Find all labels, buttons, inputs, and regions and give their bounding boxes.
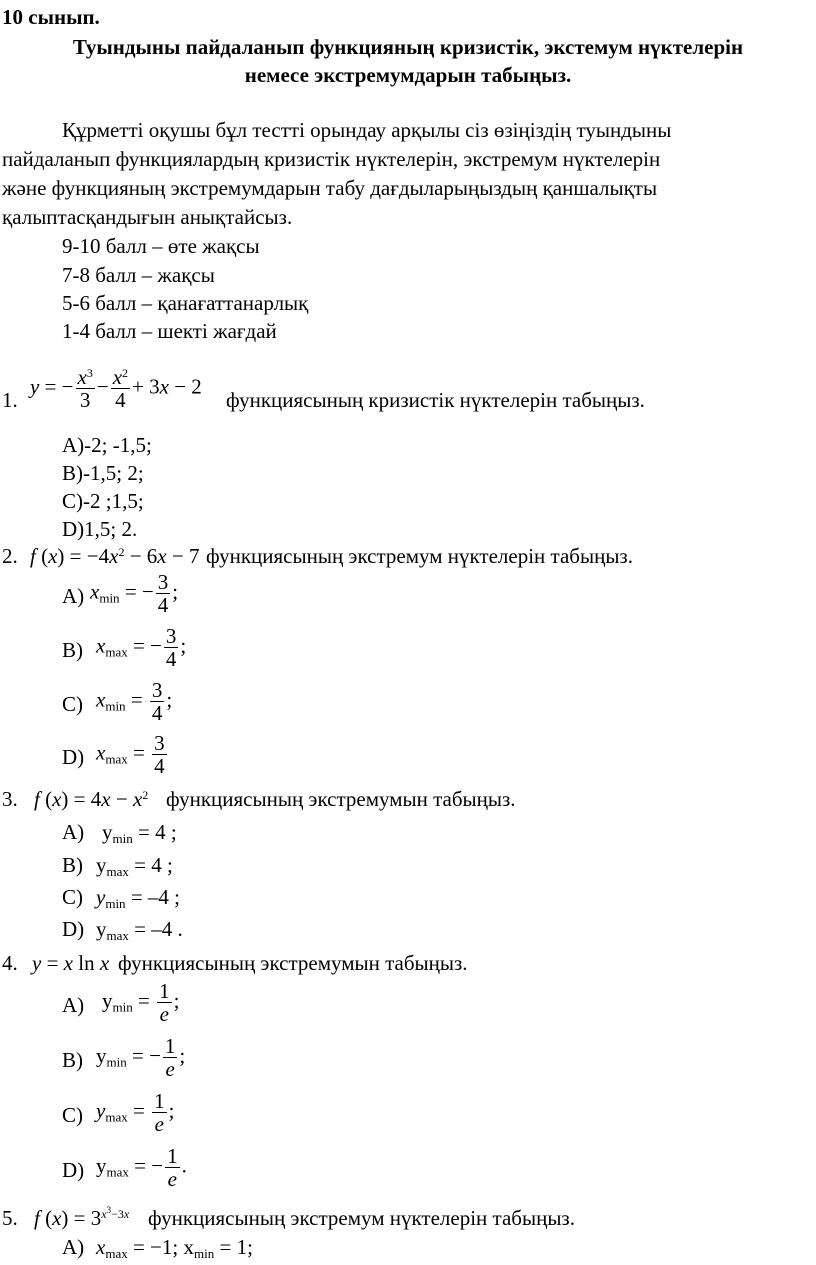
q3-option-c-formula: $y_{min} = -4$ ;	[96, 885, 180, 911]
q2-option-d-formula: $x_{max}$ = $\frac{3}{4}$	[96, 731, 165, 779]
q1-text: функциясының кризистік нүктелерін табыңыз.	[226, 388, 645, 412]
q1-formula: y = − $\frac{x^3}{3}$ − $\frac{x^2}{4}$ + 3x − 2	[30, 365, 202, 413]
q3-option-b-formula: $y_{max} = 4$ ;	[96, 853, 173, 879]
q5-text: функциясының экстремум нүктелерін табыңыз.	[148, 1206, 575, 1230]
q4-text: функциясының экстремумын табыңыз.	[118, 951, 468, 975]
grade-scale-item: 5-6 балл – қанағаттанарлық	[62, 291, 309, 315]
q2-option-c-formula: $x_{min}$ = $\frac{3}{4}$ ;	[96, 678, 173, 726]
intro-line-1: Құрметті оқушы бұл тестті орындау арқылы сіз өзіңіздің туындыны	[62, 118, 672, 142]
intro-line-3: және функцияның экстремумдарын табу дағдыларыңыздың қаншалықты	[2, 176, 658, 200]
q2-option-c-label: C)	[62, 692, 83, 716]
q5-formula: f $(x) = 3^{x^3-3x}$	[34, 1205, 130, 1230]
q3-number: 3.	[2, 787, 18, 811]
q3-option-d-formula: $y_{max} = -4$ .	[96, 917, 183, 943]
q4-option-d-formula: $y_{max}$ = − $\frac{1}{e}$ .	[96, 1144, 187, 1192]
grade-scale-item: 1-4 балл – шекті жағдай	[62, 319, 277, 343]
q5-option-a-label: A)	[62, 1235, 85, 1259]
q4-option-c-formula: $y_{max}$ = $\frac{1}{e}$ ;	[96, 1089, 175, 1137]
q3-option-a-formula: $y_{min} = 4$ ;	[102, 820, 177, 846]
q2-option-a-label: A)	[62, 584, 85, 608]
q3-formula: f $(x) = 4x - x^2$	[34, 787, 149, 811]
q4-option-d-label: D)	[62, 1158, 85, 1182]
q2-text: функциясының экстремум нүктелерін табыңыз.	[206, 544, 633, 568]
q4-option-c-label: C)	[62, 1103, 83, 1127]
q2-number: 2.	[2, 544, 18, 568]
q2-option-a-formula: $x_{min}$ = − $\frac{3}{4}$ ;	[90, 570, 179, 618]
q3-option-d-label: D)	[62, 917, 85, 941]
grade-scale-item: 9-10 балл – өте жақсы	[62, 234, 260, 258]
q1-option-c: C)-2 ;1,5;	[62, 489, 144, 513]
q4-option-a-label: A)	[62, 993, 85, 1017]
intro-line-4: қалыптасқандығын анықтайсыз.	[2, 205, 293, 229]
q4-option-b-formula: $y_{min}$ = − $\frac{1}{e}$ ;	[96, 1034, 186, 1082]
intro-line-2: пайдаланып функциялардың кризистік нүктелерін, экстремум нүктелерін	[2, 147, 661, 171]
q3-option-c-label: C)	[62, 885, 83, 909]
q4-option-b-label: B)	[62, 1048, 83, 1072]
title-line-2: немесе экстремумдарын табыңыз.	[244, 63, 572, 87]
grade-scale-item: 7-8 балл – жақсы	[62, 263, 215, 287]
q3-option-a-label: A)	[62, 820, 85, 844]
q5-number: 5.	[2, 1206, 18, 1230]
q1-option-a: A)-2; -1,5;	[62, 433, 152, 457]
grade-label: 10 сынып.	[2, 5, 100, 29]
q2-option-d-label: D)	[62, 745, 85, 769]
q2-option-b-label: B)	[62, 638, 83, 662]
q2-option-b-formula: $x_{max}$ = − $\frac{3}{4}$ ;	[96, 624, 187, 672]
q1-option-d: D)1,5; 2.	[62, 517, 138, 541]
q2-formula: f $(x) = -4x^2 - 6x - 7$	[30, 544, 200, 568]
q4-option-a-formula: $y_{min}$ = $\frac{1}{e}$ ;	[102, 979, 180, 1027]
q1-option-b: B)-1,5; 2;	[62, 461, 144, 485]
q4-number: 4.	[2, 951, 18, 975]
q4-formula: y = x ln x	[32, 951, 110, 975]
q3-text: функциясының экстремумын табыңыз.	[166, 787, 516, 811]
title-line-1: Туындыны пайдаланып функцияның кризистік, экстемум нүктелерін	[72, 35, 744, 59]
q1-number: 1.	[2, 388, 18, 412]
q3-option-b-label: B)	[62, 853, 83, 877]
q5-option-a-formula: $x_{max} = -1$; $x_{min} = 1$;	[96, 1235, 253, 1261]
